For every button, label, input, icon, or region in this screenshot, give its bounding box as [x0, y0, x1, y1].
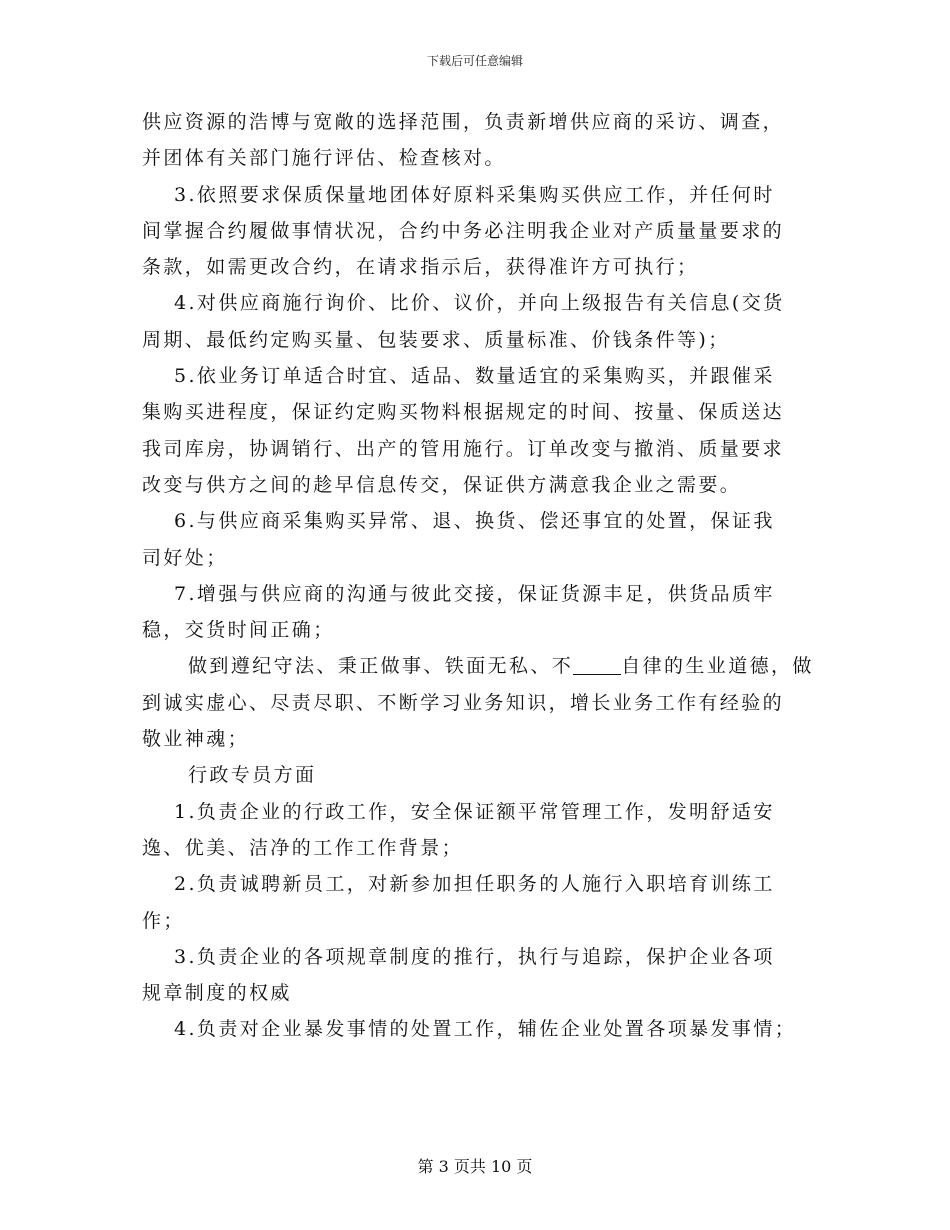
paragraph-line: 到诚实虚心、尽责尽职、不断学习业务知识，增长业务工作有经验的: [142, 691, 785, 714]
paragraph-line: 改变与供方之间的趁早信息传交，保证供方满意我企业之需要。: [142, 473, 742, 496]
paragraph-line: 周期、最低约定购买量、包装要求、质量标准、价钱条件等)；: [142, 328, 730, 351]
paragraph-line: 3.负责企业的各项规章制度的推行，执行与追踪，保护企业各项: [174, 945, 775, 968]
paragraph-line: [142, 648, 814, 684]
paragraph-line: 规章制度的权威: [142, 982, 292, 1005]
paragraph-line: 逸、优美、洁净的工作工作背景；: [142, 836, 464, 859]
paragraph-line: 司好处；: [142, 546, 228, 569]
paragraph-line: 供应资源的浩博与宽敞的选择范围，负责新增供应商的采访、调查，: [142, 111, 785, 133]
paragraph-line: 5.依业务订单适合时宜、适品、数量适宜的采集购买，并跟催采: [174, 365, 775, 388]
line-text-before-blank: 做到遵纪守法、秉正做事、铁面无私、不: [188, 655, 574, 678]
section-heading: 行政专员方面: [188, 764, 317, 787]
paragraph-line: 条款，如需更改合约，在请求指示后，获得准许方可执行；: [142, 256, 699, 279]
paragraph-line: 4.对供应商施行询价、比价、议价，并向上级报告有关信息(交货: [174, 292, 785, 315]
page-header: 下载后可任意编辑: [426, 54, 523, 68]
paragraph-line: 1.负责企业的行政工作，安全保证额平常管理工作，发明舒适安: [174, 800, 775, 823]
paragraph-line: 4.负责对企业暴发事情的处置工作，辅佐企业处置各项暴发事情；: [174, 1018, 797, 1041]
paragraph-line: 并团体有关部门施行评估、检查核对。: [142, 147, 506, 170]
fill-in-blank: [573, 656, 621, 675]
paragraph-line: 间掌握合约履做事情状况，合约中务必注明我企业对产质量量要求的: [142, 219, 785, 242]
line-text-after-blank: 自律的生业道德，做: [621, 655, 814, 678]
document-body: [142, 104, 814, 1048]
paragraph-line: 集购买进程度，保证约定购买物料根据规定的时间、按量、保质送达: [142, 401, 785, 424]
page-footer: 第 3 页共 10 页: [417, 1157, 533, 1176]
paragraph-line: 3.依照要求保质保量地团体好原料采集购买供应工作，并任何时: [174, 183, 775, 206]
paragraph-line: 7.增强与供应商的沟通与彼此交接，保证货源丰足，供货品质牢: [174, 582, 775, 605]
paragraph-line: 我司库房，协调销行、出产的管用施行。订单改变与撤消、质量要求: [142, 437, 785, 460]
paragraph-line: 2.负责诚聘新员工，对新参加担任职务的人施行入职培育训练工: [174, 873, 775, 896]
paragraph-line: 稳，交货时间正确；: [142, 619, 335, 642]
paragraph-line: 6.与供应商采集购买异常、退、换货、偿还事宜的处置，保证我: [174, 510, 775, 533]
paragraph-line: 作；: [142, 909, 185, 932]
paragraph-line: 敬业神魂；: [142, 728, 250, 751]
